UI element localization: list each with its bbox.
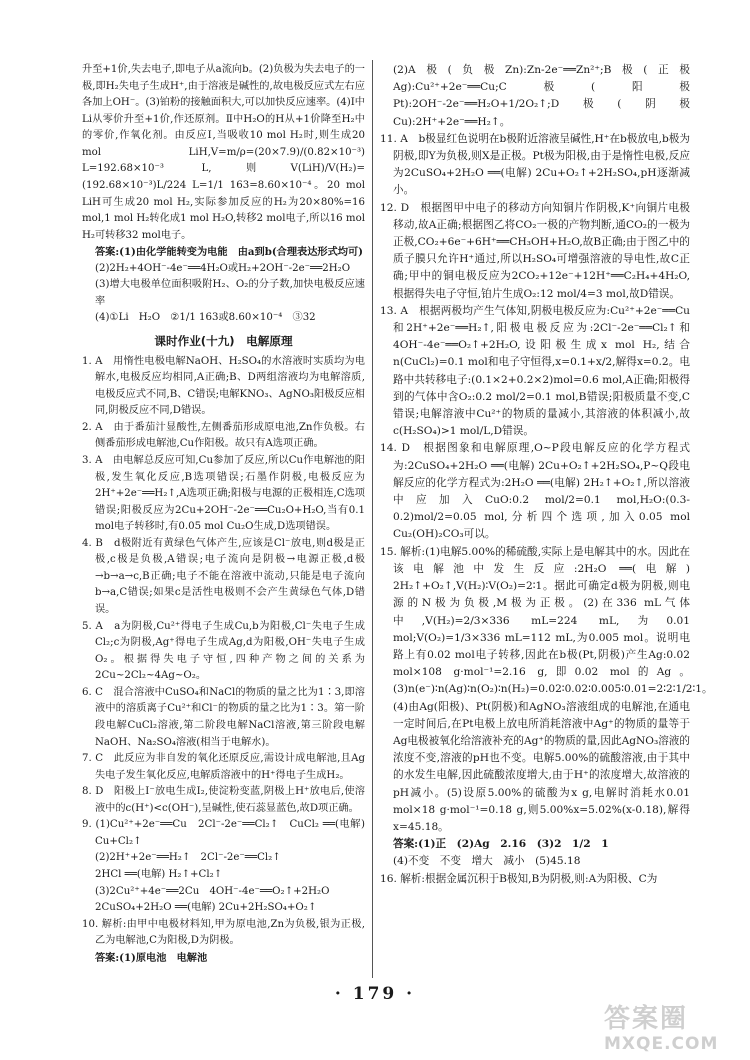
continuation-line: 2HCl ══(电解) H₂↑+Cl₂↑	[95, 869, 223, 880]
continuation-line: 2CuSO₄+2H₂O ══(电解) 2Cu+2H₂SO₄+O₂↑	[95, 902, 317, 914]
answer-line: 答案:(1)由化学能转变为电能 由a到b(合理表达形式均可)	[95, 246, 363, 259]
numbered-answer: 10. 解析:由甲中电极材料知,甲为原电池,Zn为负极,银为正极,乙为电解池,C为阳极,D为阴极。	[82, 918, 365, 947]
numbered-answer: 13. A 根据两极均产生气体知,阴极电极反应为:Cu²⁺+2e⁻══Cu和2H⁺+2e⁻══H₂↑,阳极电极反应为:2Cl⁻-2e⁻══Cl₂↑和4OH⁻-4e⁻══O₂↑+2H₂O,设阳极生成x mol H₂,结合n(CuCl₂)=0.1 mol和电子守恒得,x=0.1+x/2,解得x=0.2。电路中共转移电子:(0.1×2+0.2×2)mol=0.6 mol,A正确;阳极得到的气体中含O₂:0.2 mol/2=0.1 mol,B错误;阳极质量不变,C错误;电解溶液中Cu²⁺的物质的量减小,其溶液的体积减小,故c(H₂SO₄)>1 mol/L,D错误。	[380, 304, 690, 438]
numbered-answer: 4. B d极附近有黄绿色气体产生,应该是Cl⁻放电,则d极是正极,c极是负极,A错误;电子流向是阴极→电源正极,d极→b→a→c,B正确;电子不能在溶液中流动,只能是电子流向b→a,C错误;如果c是活性电极则不会产生黄绿色气体,D错误。	[82, 537, 365, 615]
numbered-answer: 7. C 此反应为非自发的氧化还原反应,需设计成电解池,且Ag失电子发生氧化反应,电解质溶液中的H⁺得电子生成H₂。	[82, 753, 365, 781]
numbered-answer: 6. C 混合溶液中CuSO₄和NaCl的物质的量之比为1∶3,即溶液中的溶质离子Cu²⁺和Cl⁻的物质的量之比为1∶3。第一阶段电解CuCl₂溶液,第二阶段电解NaCl溶液,第三阶段电解NaOH、Na₂SO₄溶液(相当于电解水)。	[82, 686, 365, 748]
column-divider	[372, 60, 373, 978]
watermark-line-2: MXQE.COM	[604, 1034, 719, 1054]
paragraph: 升至+1价,失去电子,即电子从a流向b。(2)负极为失去电子的一极,即H₂失电子生成H⁺,由于溶液是碱性的,故电极反应式左右应各加上OH⁻。(3)铂粉的接触面积大,可以加快反应速率。(4)Ⅰ中Li从零价升至+1价,作还原剂。Ⅱ中H₂O的H从+1价降至H₂中的零价,作氧化剂。由反应Ⅰ,当吸收10 mol H₂时,则生成20 mol LiH,V=m/ρ=(20×7.9)/(0.82×10⁻³) L=192.68×10⁻³ L,则V(LiH)/V(H₂)=(192.68×10⁻³)L/224 L=1/1 163=8.60×10⁻⁴。20 mol LiH可生成20 mol H₂,实际参加反应的H₂为20×80%=16 mol,1 mol H₂转化成1 mol H₂O,转移2 mol电子,所以16 mol H₂可转移32 mol电子。	[82, 64, 365, 241]
continuation-line: (3)2Cu²⁺+4e⁻══2Cu 4OH⁻-4e⁻══O₂↑+2H₂O	[95, 885, 330, 897]
continuation-line: (2)2H⁺+2e⁻══H₂↑ 2Cl⁻-2e⁻══Cl₂↑	[95, 852, 281, 864]
watermark-logo	[604, 1004, 744, 1056]
numbered-answer: 8. D 阳极上I⁻放电生成I₂,使淀粉变蓝,阴极上H⁺放电后,使溶液中的c(H⁺)<c(OH⁻),呈碱性,使石蕊显蓝色,故D项正确。	[82, 786, 365, 814]
right-column	[380, 62, 713, 888]
page-number: · 179 ·	[334, 984, 416, 1004]
watermark-line-1: 答案圈	[604, 1004, 689, 1034]
numbered-answer: 14. D 根据图象和电解原理,O~P段电解反应的化学方程式为:2CuSO₄+2H₂O ══(电解) 2Cu+O₂↑+2H₂SO₄,P~Q段电解反应的化学方程式为:2H₂O ══(电解) 2H₂↑+O₂↑,所以溶液中应加入CuO:0.2 mol/2=0.1 mol,H₂O:(0.3-0.2)mol/2=0.05 mol,分析四个选项,加入0.05 mol Cu₂(OH)₂CO₃可以。	[380, 442, 690, 541]
section-heading: 课时作业(十九) 电解原理	[154, 334, 293, 348]
numbered-answer: 3. A 由电解总反应可知,Cu参加了反应,所以Cu作电解池的阳极,发生氧化反应,B选项错误;石墨作阴极,电极反应为2H⁺+2e⁻══H₂↑,A选项正确;阳极与电源的正极相连,C选项错误;阳极反应为2Cu+2OH⁻-2e⁻══Cu₂O+H₂O,当有0.1 mol电子转移时,有0.05 mol Cu₂O生成,D选项错误。	[82, 454, 365, 533]
numbered-answer: 5. A a为阴极,Cu²⁺得电子生成Cu,b为阳极,Cl⁻失电子生成Cl₂;c为阴极,Ag⁺得电子生成Ag,d为阳极,OH⁻失电子生成O₂。根据得失电子守恒,四种产物之间的关系为2Cu~2Cl₂~4Ag~O₂。	[82, 620, 365, 682]
answer-line: 答案:(1)正 (2)Ag 2.16 (3)2 1/2 1	[393, 838, 609, 851]
continuation-line: (2)A极(负极Zn):Zn-2e⁻══Zn²⁺;B极(正极Ag):Cu²⁺+2e⁻══Cu;C极(阳极Pt):2OH⁻-2e⁻══H₂O+1/2O₂↑;D极(阴极Cu):2H⁺+2e⁻══H₂↑。	[393, 64, 690, 128]
continuation-line: (4)①Li H₂O ②1/1 163或8.60×10⁻⁴ ③32	[95, 312, 316, 324]
numbered-answer: 12. D 根据图甲中电子的移动方向知铜片作阴极,K⁺向铜片电极移动,故A正确;根据图乙将CO₂一极的产物判断,通CO₂的一极为正极,CO₂+6e⁻+6H⁺══CH₃OH+H₂O,故B正确;由于图乙中的质子膜只允许H⁺通过,所以H₂SO₄可增强溶液的导电性,故C正确;甲中的铜电极反应为2CO₂+12e⁻+12H⁺══C₂H₄+4H₂O,根据得失电子守恒,铂片生成O₂:12 mol/4=3 mol,故D错误。	[380, 201, 690, 300]
numbered-answer: 11. A b极显红色说明在b极附近溶液呈碱性,H⁺在b极放电,b极为阴极,即Y为负极,则X是正极。Pt极为阳极,由于是惰性电极,反应为2CuSO₄+2H₂O ══(电解) 2Cu+O₂↑+2H₂SO₄,pH逐渐减小。	[380, 132, 690, 197]
answer-line: 答案:(1)原电池 电解池	[95, 951, 208, 964]
continuation-line: (3)增大电极单位面积吸附H₂、O₂的分子数,加快电极反应速率	[95, 279, 365, 307]
numbered-answer: 16. 解析:根据金属沉积于B极知,B为阴极,则:A为阳极、C为	[380, 872, 658, 885]
numbered-answer: 15. 解析:(1)电解5.00%的稀硫酸,实际上是电解其中的水。因此在该电解池中发生反应:2H₂O ══(电解) 2H₂↑+O₂↑,V(H₂)∶V(O₂)=2∶1。据此可确定d极为阴极,则电源的N极为负极,M极为正极。(2)在336 mL气体中,V(H₂)=2/3×336 mL=224 mL,为0.01 mol;V(O₂)=1/3×336 mL=112 mL,为0.005 mol。说明电路上有0.02 mol电子转移,因此在b极(Pt,阴极)产生Ag:0.02 mol×108 g·mol⁻¹=2.16 g,即0.02 mol的Ag。(3)n(e⁻)∶n(Ag)∶n(O₂)∶n(H₂)=0.02∶0.02∶0.005∶0.01=2∶2∶1/2∶1。(4)由Ag(阳极)、Pt(阴极)和AgNO₃溶液组成的电解池,在通电一定时间后,在Pt电极上放电所消耗溶液中Ag⁺的物质的量等于Ag电极被氧化给溶液补充的Ag⁺的物质的量,因此AgNO₃溶液的浓度不变,溶液的pH也不变。电解5.00%的硫酸溶液,由于其中的水发生电解,因此硫酸浓度增大,由于H⁺的浓度增大,故溶液的pH减小。(5)设原5.00%的硫酸为x g,电解时消耗水0.01 mol×18 g·mol⁻¹=0.18 g,则5.00%x=5.02%(x-0.18),解得x=45.18。	[380, 545, 713, 833]
continuation-line: (4)不变 不变 增大 减小 (5)45.18	[393, 855, 581, 868]
numbered-answer: 2. A 由于番茄汁显酸性,左侧番茄形成原电池,Zn作负极。右侧番茄形成电解池,Cu作阳极。故只有A选项正确。	[82, 421, 365, 450]
numbered-answer: 9. (1)Cu²⁺+2e⁻══Cu 2Cl⁻-2e⁻══Cl₂↑ CuCl₂ ══(电解) Cu+Cl₂↑	[82, 819, 365, 847]
continuation-line: (2)2H₂+4OH⁻-4e⁻══4H₂O或H₂+2OH⁻-2e⁻══2H₂O	[95, 262, 351, 274]
numbered-answer: 1. A 用惰性电极电解NaOH、H₂SO₄的水溶液时实质均为电解水,电极反应均相同,A正确;B、D两组溶液均为电解溶质,电极反应式不同,B、C错误;电解KNO₃、AgNO₃阳极反应相同,阴极反应不同,D错误。	[82, 355, 365, 417]
left-column	[82, 62, 365, 966]
